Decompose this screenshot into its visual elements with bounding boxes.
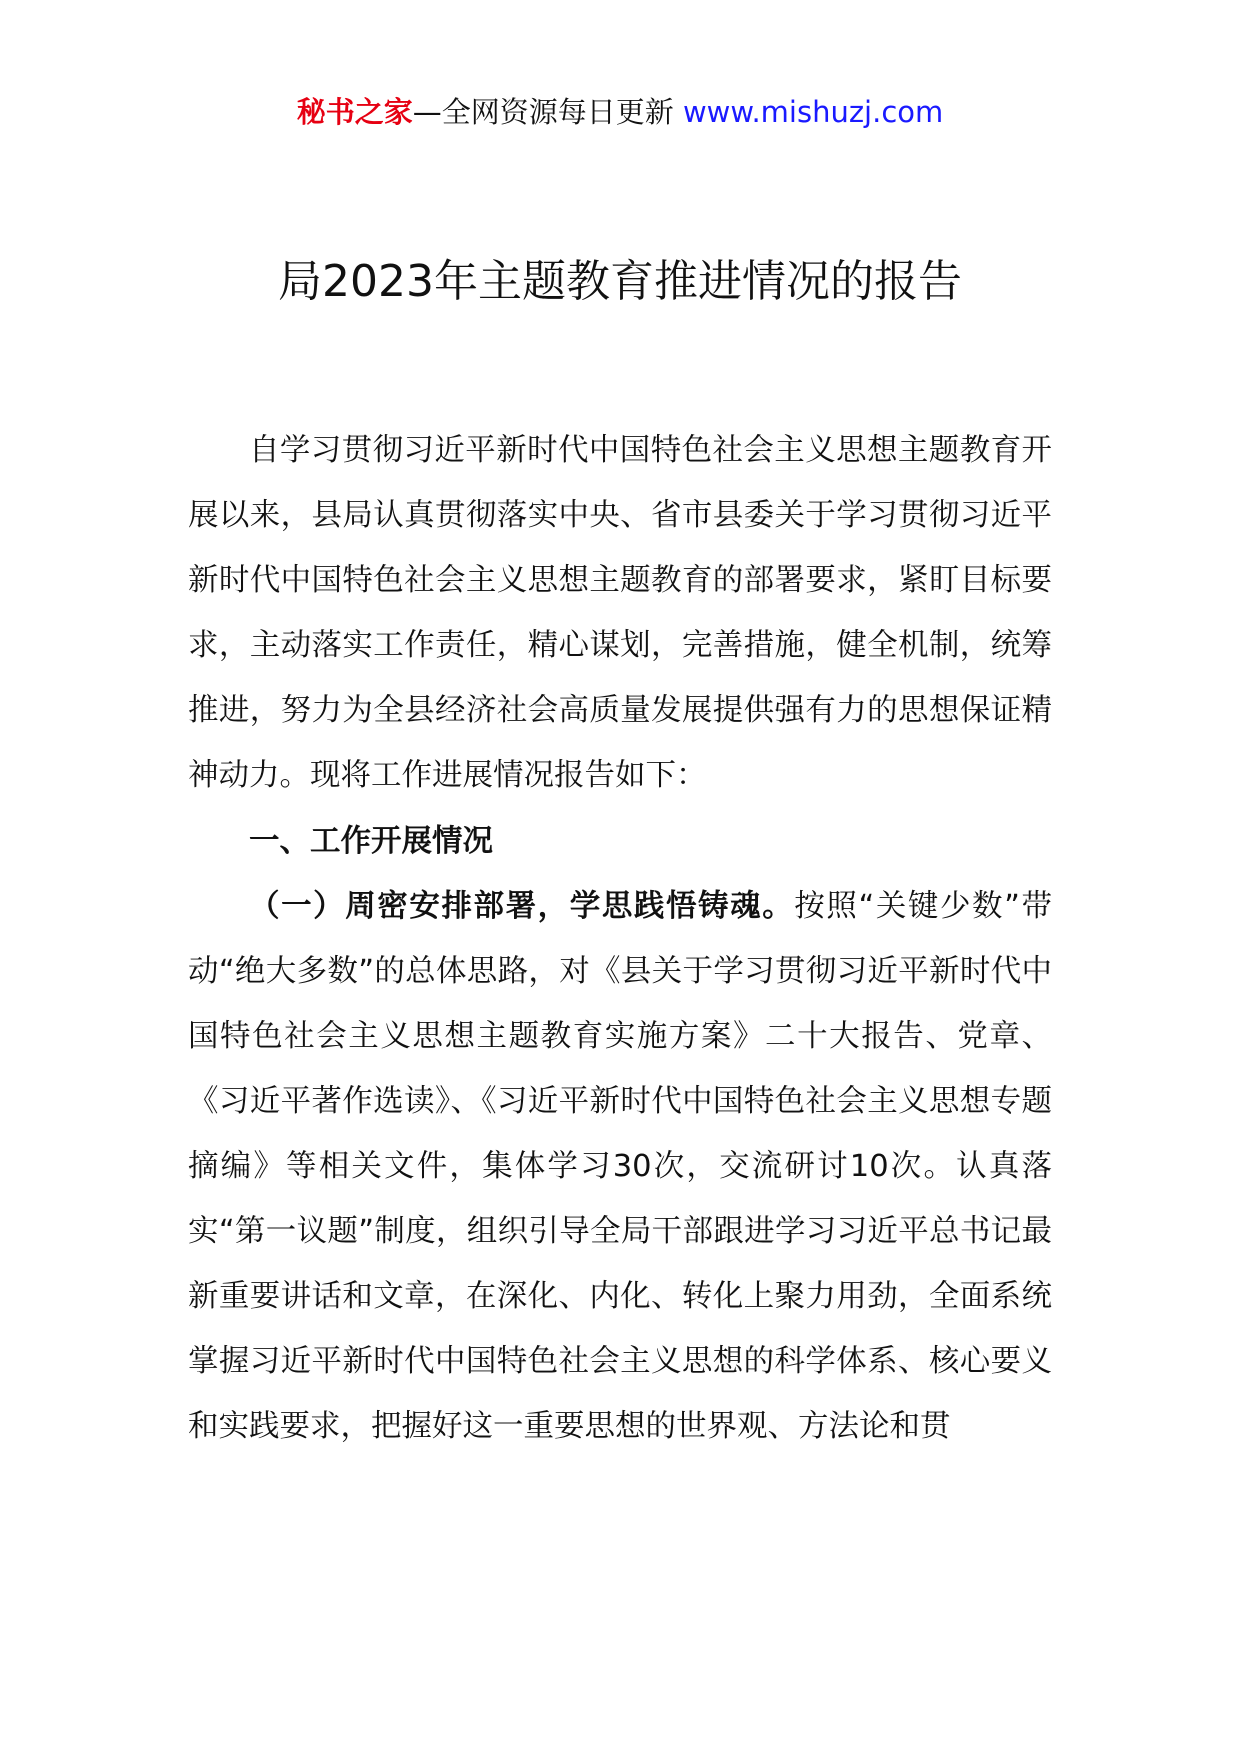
site-header [0, 92, 1240, 132]
section-heading-1: 一、工作开展情况 [249, 823, 493, 859]
document-body [188, 418, 1052, 1460]
intro-paragraph: 自学习贯彻习近平新时代中国特色社会主义思想主题教育开展以来，县局认真贯彻落实中央、省市县委关于学习贯彻习近平新时代中国特色社会主义思想主题教育的部署要求，紧盯目标要求，主动落实工作责任，精心谋划，完善措施，健全机制，统筹推进，努力为全县经济社会高质量发展提供强有力的思想保证精神动力。现将工作进展情况报告如下： [188, 433, 1052, 794]
site-url-link[interactable]: www.mishuzj.com [682, 95, 944, 129]
subsection-paragraph-1 [188, 874, 1052, 1460]
site-slogan: —全网资源每日更新 [412, 95, 674, 129]
subsection-lead-1: （一）周密安排部署，学思践悟铸魂。 [249, 888, 795, 924]
document-title: 局2023年主题教育推进情况的报告 [278, 256, 962, 307]
site-brand: 秘书之家 [296, 95, 413, 129]
subsection-body-1: 按照“关键少数”带动“绝大多数”的总体思路，对《县关于学习贯彻习近平新时代中国特色社会主义思想主题教育实施方案》二十大报告、党章、《习近平著作选读》、《习近平新时代中国特色社会主义思想专题摘编》等相关文件，集体学习30次，交流研讨10次。认真落实“第一议题”制度，组织引导全局干部跟进学习习近平总书记最新重要讲话和文章，在深化、内化、转化上聚力用劲，全面系统掌握习近平新时代中国特色社会主义思想的科学体系、核心要义和实践要求，把握好这一重要思想的世界观、方法论和贯 [188, 888, 1053, 1445]
